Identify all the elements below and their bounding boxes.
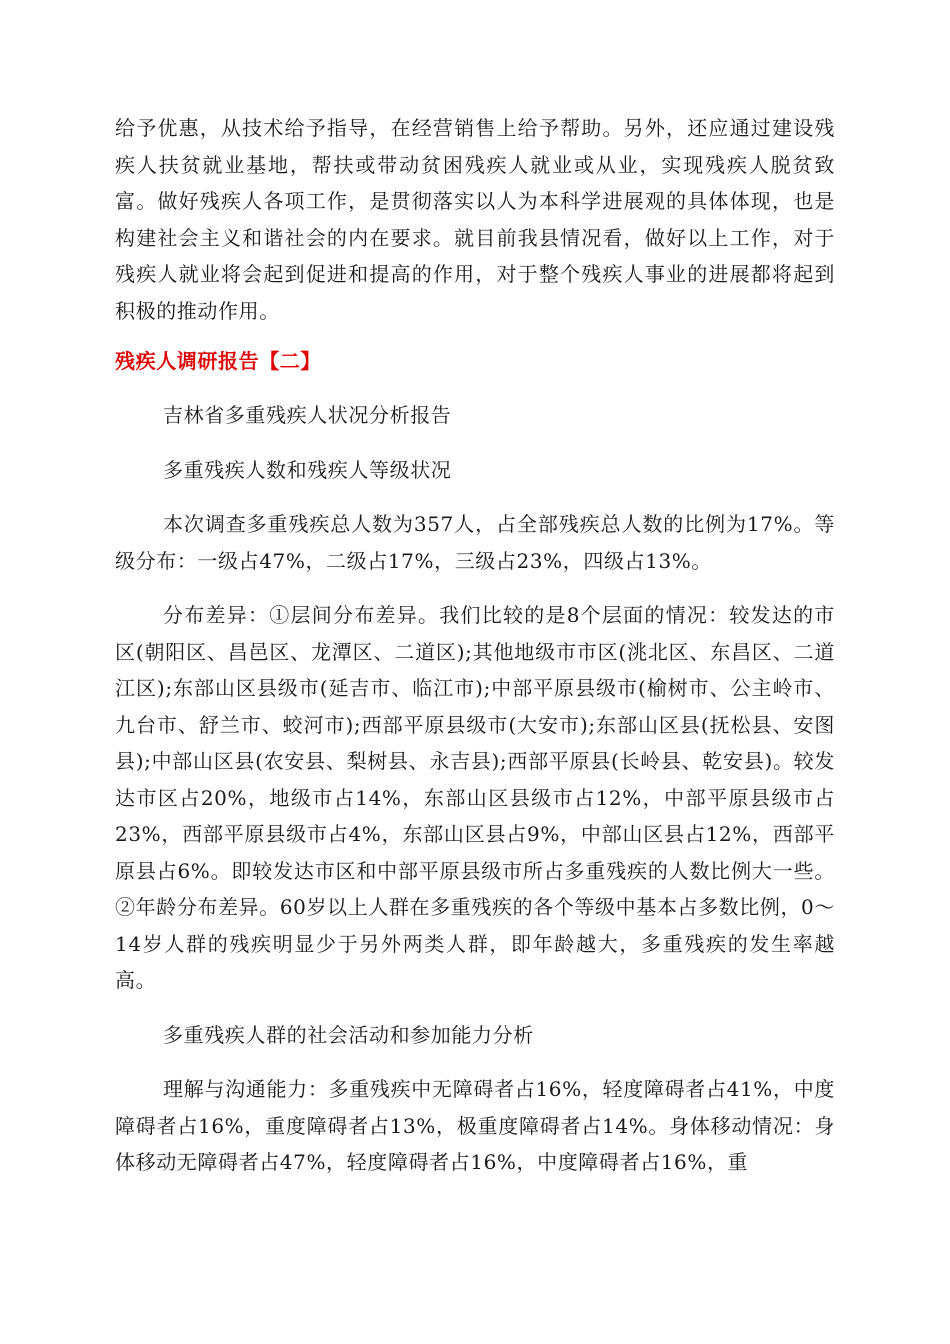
report-title: 吉林省多重残疾人状况分析报告 — [163, 403, 452, 427]
document-body — [115, 110, 835, 1199]
subheading-disability-count: 多重残疾人数和残疾人等级状况 — [163, 457, 452, 482]
paragraph-communication: 理解与沟通能力：多重残疾中无障碍者占16%，轻度障碍者占41%，中度障碍者占16%，重度障碍者占13%，极重度障碍者占14%。身体移动情况：身体移动无障碍者占47%，轻度障碍者占16%，中度障碍者占16%，重 — [115, 1077, 835, 1174]
paragraph-total-count: 本次调查多重残疾总人数为357人，占全部残疾总人数的比例为17%。等级分布：一级占47%，二级占17%，三级占23%，四级占13%。 — [115, 512, 835, 573]
subheading-social-activity: 多重残疾人群的社会活动和参加能力分析 — [163, 1022, 534, 1047]
continuation-paragraph: 给予优惠，从技术给予指导，在经营销售上给予帮助。另外，还应通过建设残疾人扶贫就业基地，帮扶或带动贫困残疾人就业或从业，实现残疾人脱贫致富。做好残疾人各项工作，是贯彻落实以人为本科学进展观的具体体现，也是构建社会主义和谐社会的内在要求。就目前我县情况看，做好以上工作，对于残疾人就业将会起到促进和提高的作用，对于整个残疾人事业的进展都将起到积极的推动作用。 — [115, 116, 835, 323]
paragraph-distribution: 分布差异：①层间分布差异。我们比较的是8个层面的情况：较发达的市区(朝阳区、昌邑区、龙潭区、二道区);其他地级市市区(洮北区、东昌区、二道江区);东部山区县级市(延吉市、临江市);中部平原县级市(榆树市、公主岭市、九台市、舒兰市、蛟河市);西部平原县级市(大安市);东部山区县(抚松县、安图县);中部山区县(农安县、梨树县、永吉县);西部平原县(长岭县、乾安县)。较发达市区占20%，地级市占14%，东部山区县级市占12%，中部平原县级市占23%，西部平原县级市占4%，东部山区县占9%，中部山区县占12%，西部平原县占6%。即较发达市区和中部平原县级市所占多重残疾的人数比例大一些。②年龄分布差异。60岁以上人群在多重残疾的各个等级中基本占多数比例，0～14岁人群的残疾明显少于另外两类人群，即年龄越大，多重残疾的发生率越高。 — [115, 603, 835, 992]
section-heading: 残疾人调研报告【二】 — [115, 349, 321, 373]
